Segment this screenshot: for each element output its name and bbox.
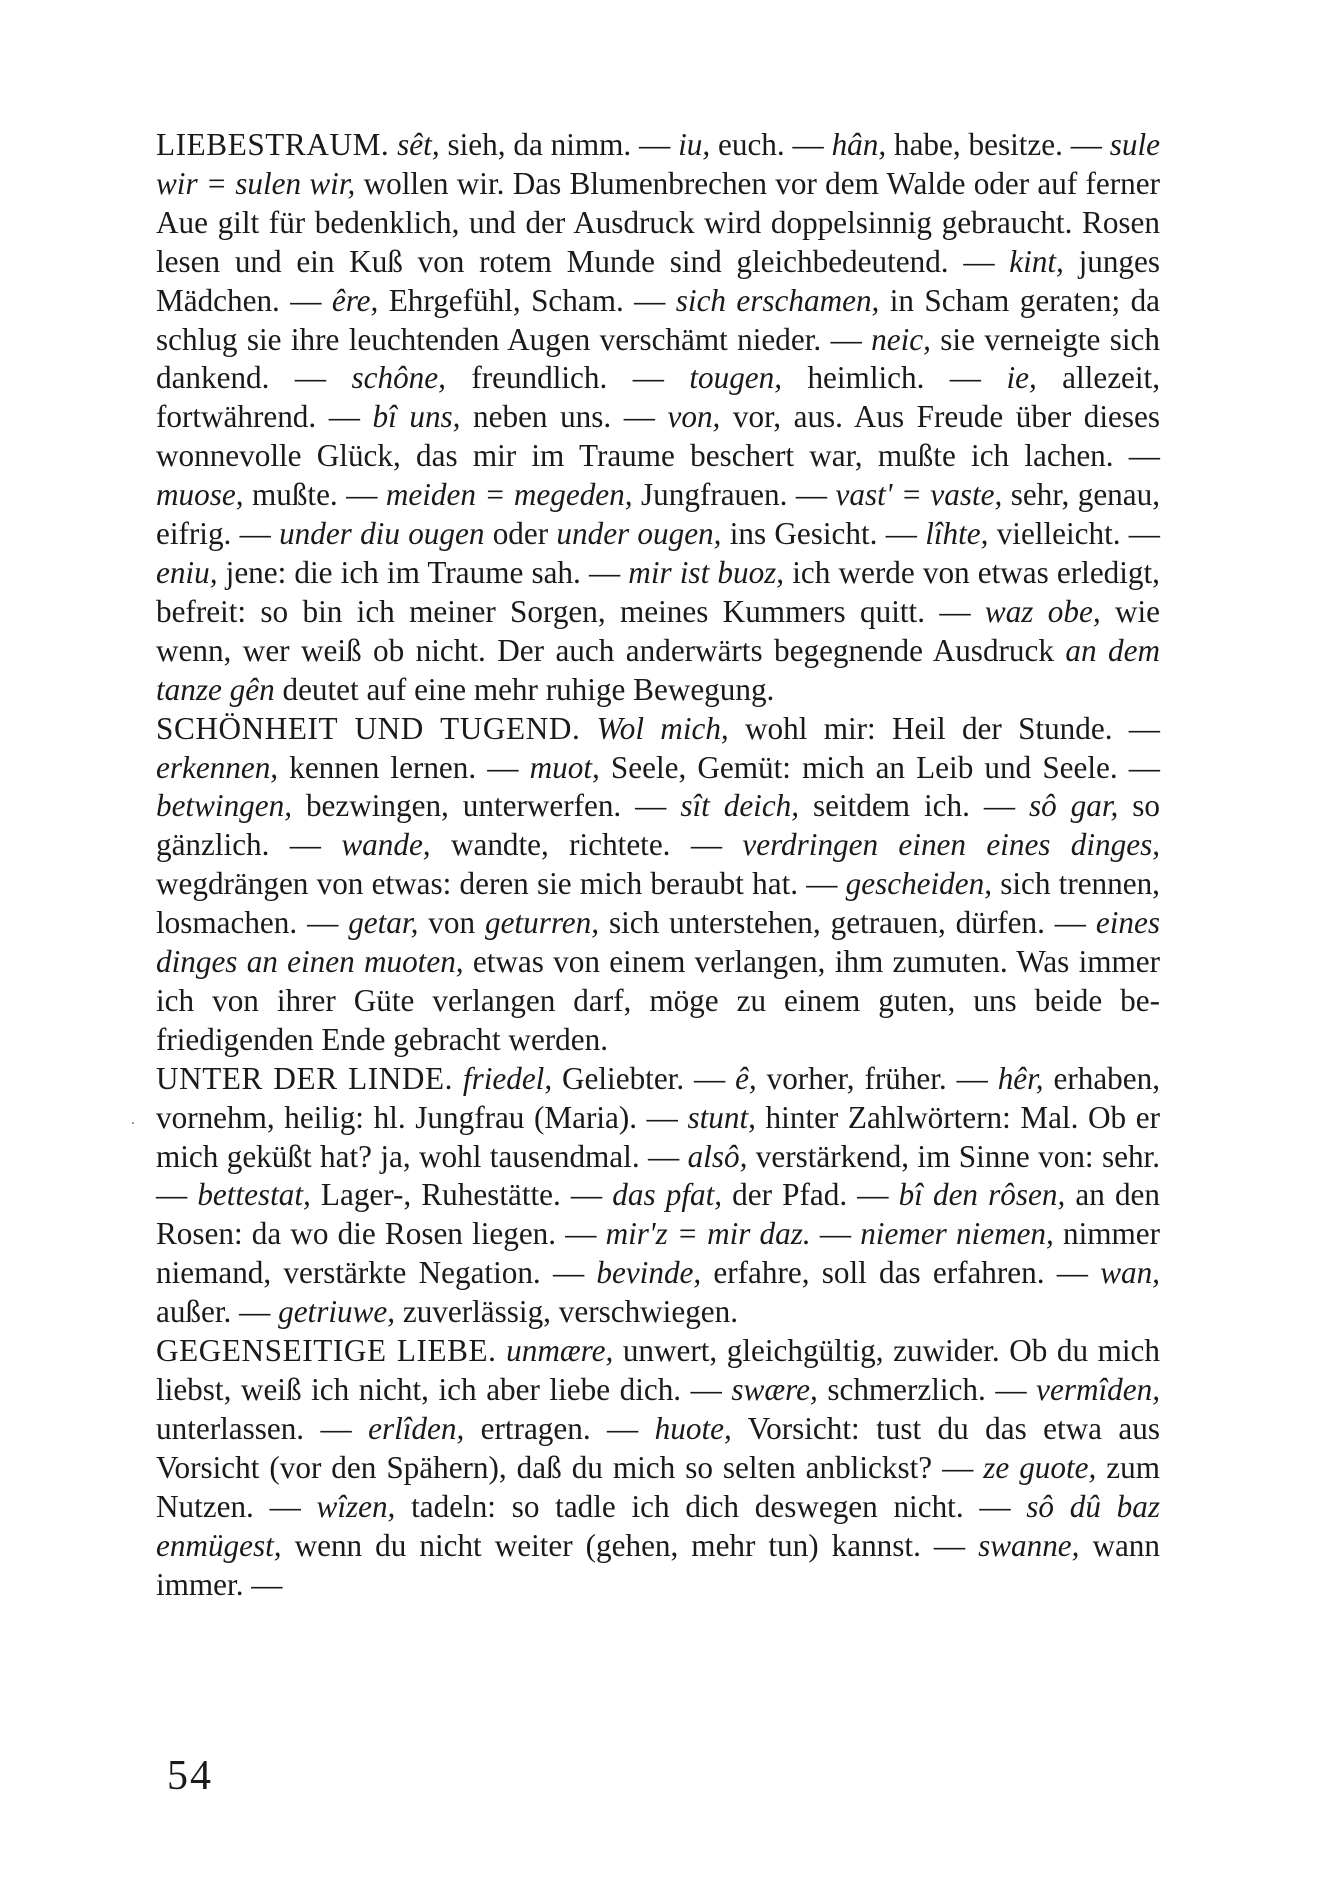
headword: bî uns, bbox=[372, 399, 461, 435]
gloss-text: in Scham geraten; da schlug sie ihre leuchtenden Augen verschämt nieder. — bbox=[156, 282, 1160, 357]
gloss-text: sich unterstehen, getrauen, dürfen. — bbox=[599, 905, 1096, 941]
headword: eines dinges an einen muoten, bbox=[156, 905, 1160, 980]
headword: stunt, bbox=[687, 1099, 756, 1135]
headword: muose, bbox=[156, 477, 244, 513]
gloss-text: erfahre, soll das erfahren. — bbox=[701, 1255, 1101, 1291]
entry-body bbox=[156, 1061, 1160, 1329]
headword: von, bbox=[667, 399, 721, 435]
headword: mir ist buoz, bbox=[628, 554, 785, 590]
entry-body bbox=[156, 1333, 1160, 1601]
gloss-text: freundlich. — bbox=[445, 360, 690, 396]
glossary-entry bbox=[156, 710, 1160, 1060]
headword: hân, bbox=[831, 127, 887, 162]
gloss-text: Seele, Gemüt: mich an Leib und Seele. — bbox=[599, 749, 1160, 785]
gloss-text: vielleicht. — bbox=[988, 516, 1160, 552]
gloss-text: erhaben, vornehm, heilig: hl. Jungfrau (Maria). — bbox=[156, 1060, 1160, 1135]
headword: lîhte, bbox=[925, 516, 989, 552]
gloss-text: von bbox=[418, 905, 485, 941]
headword: gescheiden, bbox=[845, 866, 992, 902]
headword: bî den rôsen, bbox=[898, 1177, 1066, 1213]
headword: sô gar, bbox=[1028, 788, 1119, 824]
headword: betwingen, bbox=[156, 788, 292, 824]
gloss-text: wenn du nicht weiter (gehen, mehr tun) kannst. — bbox=[281, 1527, 979, 1563]
headword: ze guote, bbox=[983, 1449, 1097, 1485]
page-number: 54 bbox=[167, 1753, 213, 1799]
gloss-text: zuverlässig, verschwiegen. bbox=[395, 1294, 739, 1330]
headword: bevinde, bbox=[596, 1255, 702, 1291]
paper-speck bbox=[132, 1122, 134, 1124]
gloss-text: sich trennen, losmachen. — bbox=[156, 866, 1160, 941]
gloss-text: allezeit, fortwährend. — bbox=[156, 360, 1161, 435]
headword: êre, bbox=[331, 282, 379, 318]
gloss-text: hinter Zahlwörtern: Mal. Ob er mich geküßt hat? ja, wohl tausendmal. — bbox=[156, 1099, 1160, 1174]
gloss-text: so gänzlich. — bbox=[156, 788, 1160, 863]
gloss-text: habe, besitze. — bbox=[886, 127, 1110, 162]
gloss-text: junges Mädchen. — bbox=[156, 243, 1160, 318]
entry-body bbox=[156, 711, 1160, 1057]
headword: wan, bbox=[1100, 1255, 1160, 1291]
gloss-text: wann immer. — bbox=[156, 1527, 1160, 1602]
headword: schône, bbox=[351, 360, 446, 396]
gloss-text: euch. — bbox=[710, 127, 832, 162]
gloss-text: heimlich. — bbox=[782, 360, 1007, 396]
headword: neic, bbox=[871, 321, 931, 357]
headword: getar, bbox=[348, 905, 419, 941]
glossary-entry bbox=[156, 1332, 1160, 1604]
headword: geturren, bbox=[485, 905, 600, 941]
headword: alsô, bbox=[687, 1138, 748, 1174]
gloss-text: sieh, da nimm. — bbox=[439, 127, 679, 162]
headword: under diu ougen bbox=[279, 516, 485, 552]
headword: eniu, bbox=[156, 554, 218, 590]
gloss-text: wie wenn, wer weiß ob nicht. Der auch anderwärts begegnende Ausdruck bbox=[156, 593, 1161, 668]
gloss-text: zum Nutzen. — bbox=[156, 1449, 1160, 1524]
gloss-text: Jungfrauen. — bbox=[632, 477, 836, 513]
headword: wande, bbox=[341, 827, 431, 863]
headword: niemer niemen, bbox=[860, 1216, 1054, 1252]
headword: mir'z = mir daz. bbox=[605, 1216, 811, 1252]
headword: sît deich, bbox=[680, 788, 800, 824]
gloss-text: unwert, gleichgültig, zuwider. Ob du mich liebst, weiß ich nicht, ich aber liebe dich. — bbox=[156, 1333, 1160, 1407]
headword: unmære, bbox=[506, 1333, 614, 1369]
gloss-text: Lager-, Ruhestätte. — bbox=[310, 1177, 613, 1213]
gloss-text: wandte, richtete. — bbox=[430, 827, 743, 863]
headword: swanne, bbox=[978, 1527, 1080, 1563]
headword: hêr, bbox=[997, 1060, 1044, 1096]
gloss-text: jene: die ich im Traume sah. — bbox=[217, 554, 629, 590]
headword: vast' = vaste, bbox=[835, 477, 1003, 513]
gloss-text: vorher, früher. — bbox=[756, 1060, 998, 1096]
headword: waz obe, bbox=[984, 593, 1101, 629]
headword: sô dû baz enmügest, bbox=[156, 1488, 1160, 1563]
gloss-text: vor, aus. Aus Freude über dieses wonnevolle Glück, das mir im Traume beschert war, mußte ich lachen. — bbox=[156, 399, 1161, 474]
headword: sich erschamen, bbox=[675, 282, 880, 318]
gloss-text: tadeln: so tadle ich dich deswegen nicht. — bbox=[395, 1488, 1027, 1524]
gloss-text bbox=[389, 127, 397, 162]
headword: erlîden, bbox=[368, 1410, 465, 1446]
entry-title: GEGENSEITIGE LIEBE. bbox=[156, 1333, 497, 1369]
headword: tougen, bbox=[689, 360, 783, 396]
gloss-text: der Pfad. — bbox=[722, 1177, 899, 1213]
headword: under ougen, bbox=[556, 516, 722, 552]
gloss-text: oder bbox=[484, 516, 557, 552]
headword: sule wir = sulen wir, bbox=[156, 127, 1161, 201]
headword: iu, bbox=[678, 127, 711, 162]
glossary-entry bbox=[156, 126, 1160, 710]
headword: bettestat, bbox=[197, 1177, 311, 1213]
gloss-text: seitdem ich. — bbox=[799, 788, 1029, 824]
gloss-text: unterlassen. — bbox=[156, 1410, 369, 1446]
gloss-text bbox=[453, 1061, 463, 1096]
headword: swære, bbox=[731, 1372, 818, 1407]
gloss-text: nimmer niemand, verstärkte Negation. — bbox=[156, 1216, 1160, 1291]
gloss-text: neben uns. — bbox=[460, 399, 668, 435]
gloss-text: wollen wir. Das Blumenbrechen vor dem Walde oder auf ferner Aue gilt für bedenklich, und der Ausdruck wird doppelsinnig gebraucht. Rosen lesen und ein Kuß von rotem Munde sind gleichbedeutend. — bbox=[156, 165, 1160, 279]
gloss-text: verstärkend, im Sinne von: sehr. — bbox=[156, 1138, 1161, 1213]
gloss-text: ich werde von etwas erledigt, befreit: so bin ich meiner Sorgen, meines Kummers quitt. — bbox=[156, 554, 1160, 629]
gloss-text bbox=[580, 711, 596, 746]
gloss-text: sie verneigte sich dankend. — bbox=[156, 321, 1160, 396]
headword: sêt, bbox=[397, 127, 440, 162]
headword: verdringen einen eines dinges, bbox=[742, 827, 1161, 863]
gloss-text: außer. — bbox=[156, 1294, 279, 1330]
headword: erkennen, bbox=[156, 749, 279, 785]
headword: das pfat, bbox=[612, 1177, 723, 1213]
headword: getriuwe, bbox=[278, 1294, 396, 1330]
gloss-text: ertragen. — bbox=[464, 1410, 655, 1446]
gloss-text: wegdrängen von etwas: deren sie mich beraubt hat. — bbox=[156, 866, 846, 902]
gloss-text: Geliebter. — bbox=[552, 1060, 736, 1096]
gloss-text: mußte. — bbox=[243, 477, 386, 513]
headword: friedel, bbox=[462, 1060, 553, 1096]
headword: huote, bbox=[654, 1410, 732, 1446]
gloss-text: sehr, genau, eifrig. — bbox=[156, 477, 1161, 552]
glossary-entry bbox=[156, 1060, 1160, 1332]
headword: Wol mich, bbox=[596, 710, 729, 746]
headword: ie, bbox=[1006, 360, 1037, 396]
gloss-text: an den Rosen: da wo die Rosen liegen. — bbox=[156, 1177, 1160, 1252]
headword: ê, bbox=[735, 1060, 757, 1096]
entry-body bbox=[156, 127, 1160, 707]
headword: muot, bbox=[529, 749, 600, 785]
gloss-text: deutet auf eine mehr ruhige Bewegung. bbox=[274, 671, 775, 707]
gloss-text: ins Gesicht. — bbox=[721, 516, 926, 552]
entry-title: LIEBESTRAUM. bbox=[156, 127, 390, 162]
gloss-text: schmerzlich. — bbox=[817, 1372, 1037, 1407]
gloss-text: — bbox=[810, 1216, 861, 1252]
gloss-text: etwas von einem verlangen, ihm zumuten. Was immer ich von ihrer Güte verlangen darf, möge zu einem guten, uns beide befriedigenden Ende gebracht werden. bbox=[156, 944, 1160, 1057]
entry-title: UNTER DER LINDE. bbox=[156, 1060, 454, 1096]
headword: an dem tanze gên bbox=[156, 632, 1160, 707]
entry-title: SCHÖNHEIT UND TUGEND. bbox=[156, 710, 581, 746]
glossary-text bbox=[156, 126, 1160, 1604]
gloss-text: bezwingen, unterwerfen. — bbox=[292, 788, 681, 824]
headword: kint, bbox=[1009, 243, 1064, 279]
gloss-text: Ehrgefühl, Scham. — bbox=[378, 282, 676, 318]
headword: meiden = megeden, bbox=[385, 477, 633, 513]
gloss-text: kennen lernen. — bbox=[278, 749, 530, 785]
gloss-text bbox=[497, 1333, 507, 1368]
gloss-text: wohl mir: Heil der Stunde. — bbox=[728, 710, 1160, 746]
headword: wîzen, bbox=[316, 1488, 396, 1524]
headword: vermîden, bbox=[1036, 1372, 1160, 1407]
gloss-text: Vorsicht: tust du das etwa aus Vorsicht (vor den Spähern), daß du mich so selten anblickst? — bbox=[156, 1410, 1160, 1485]
